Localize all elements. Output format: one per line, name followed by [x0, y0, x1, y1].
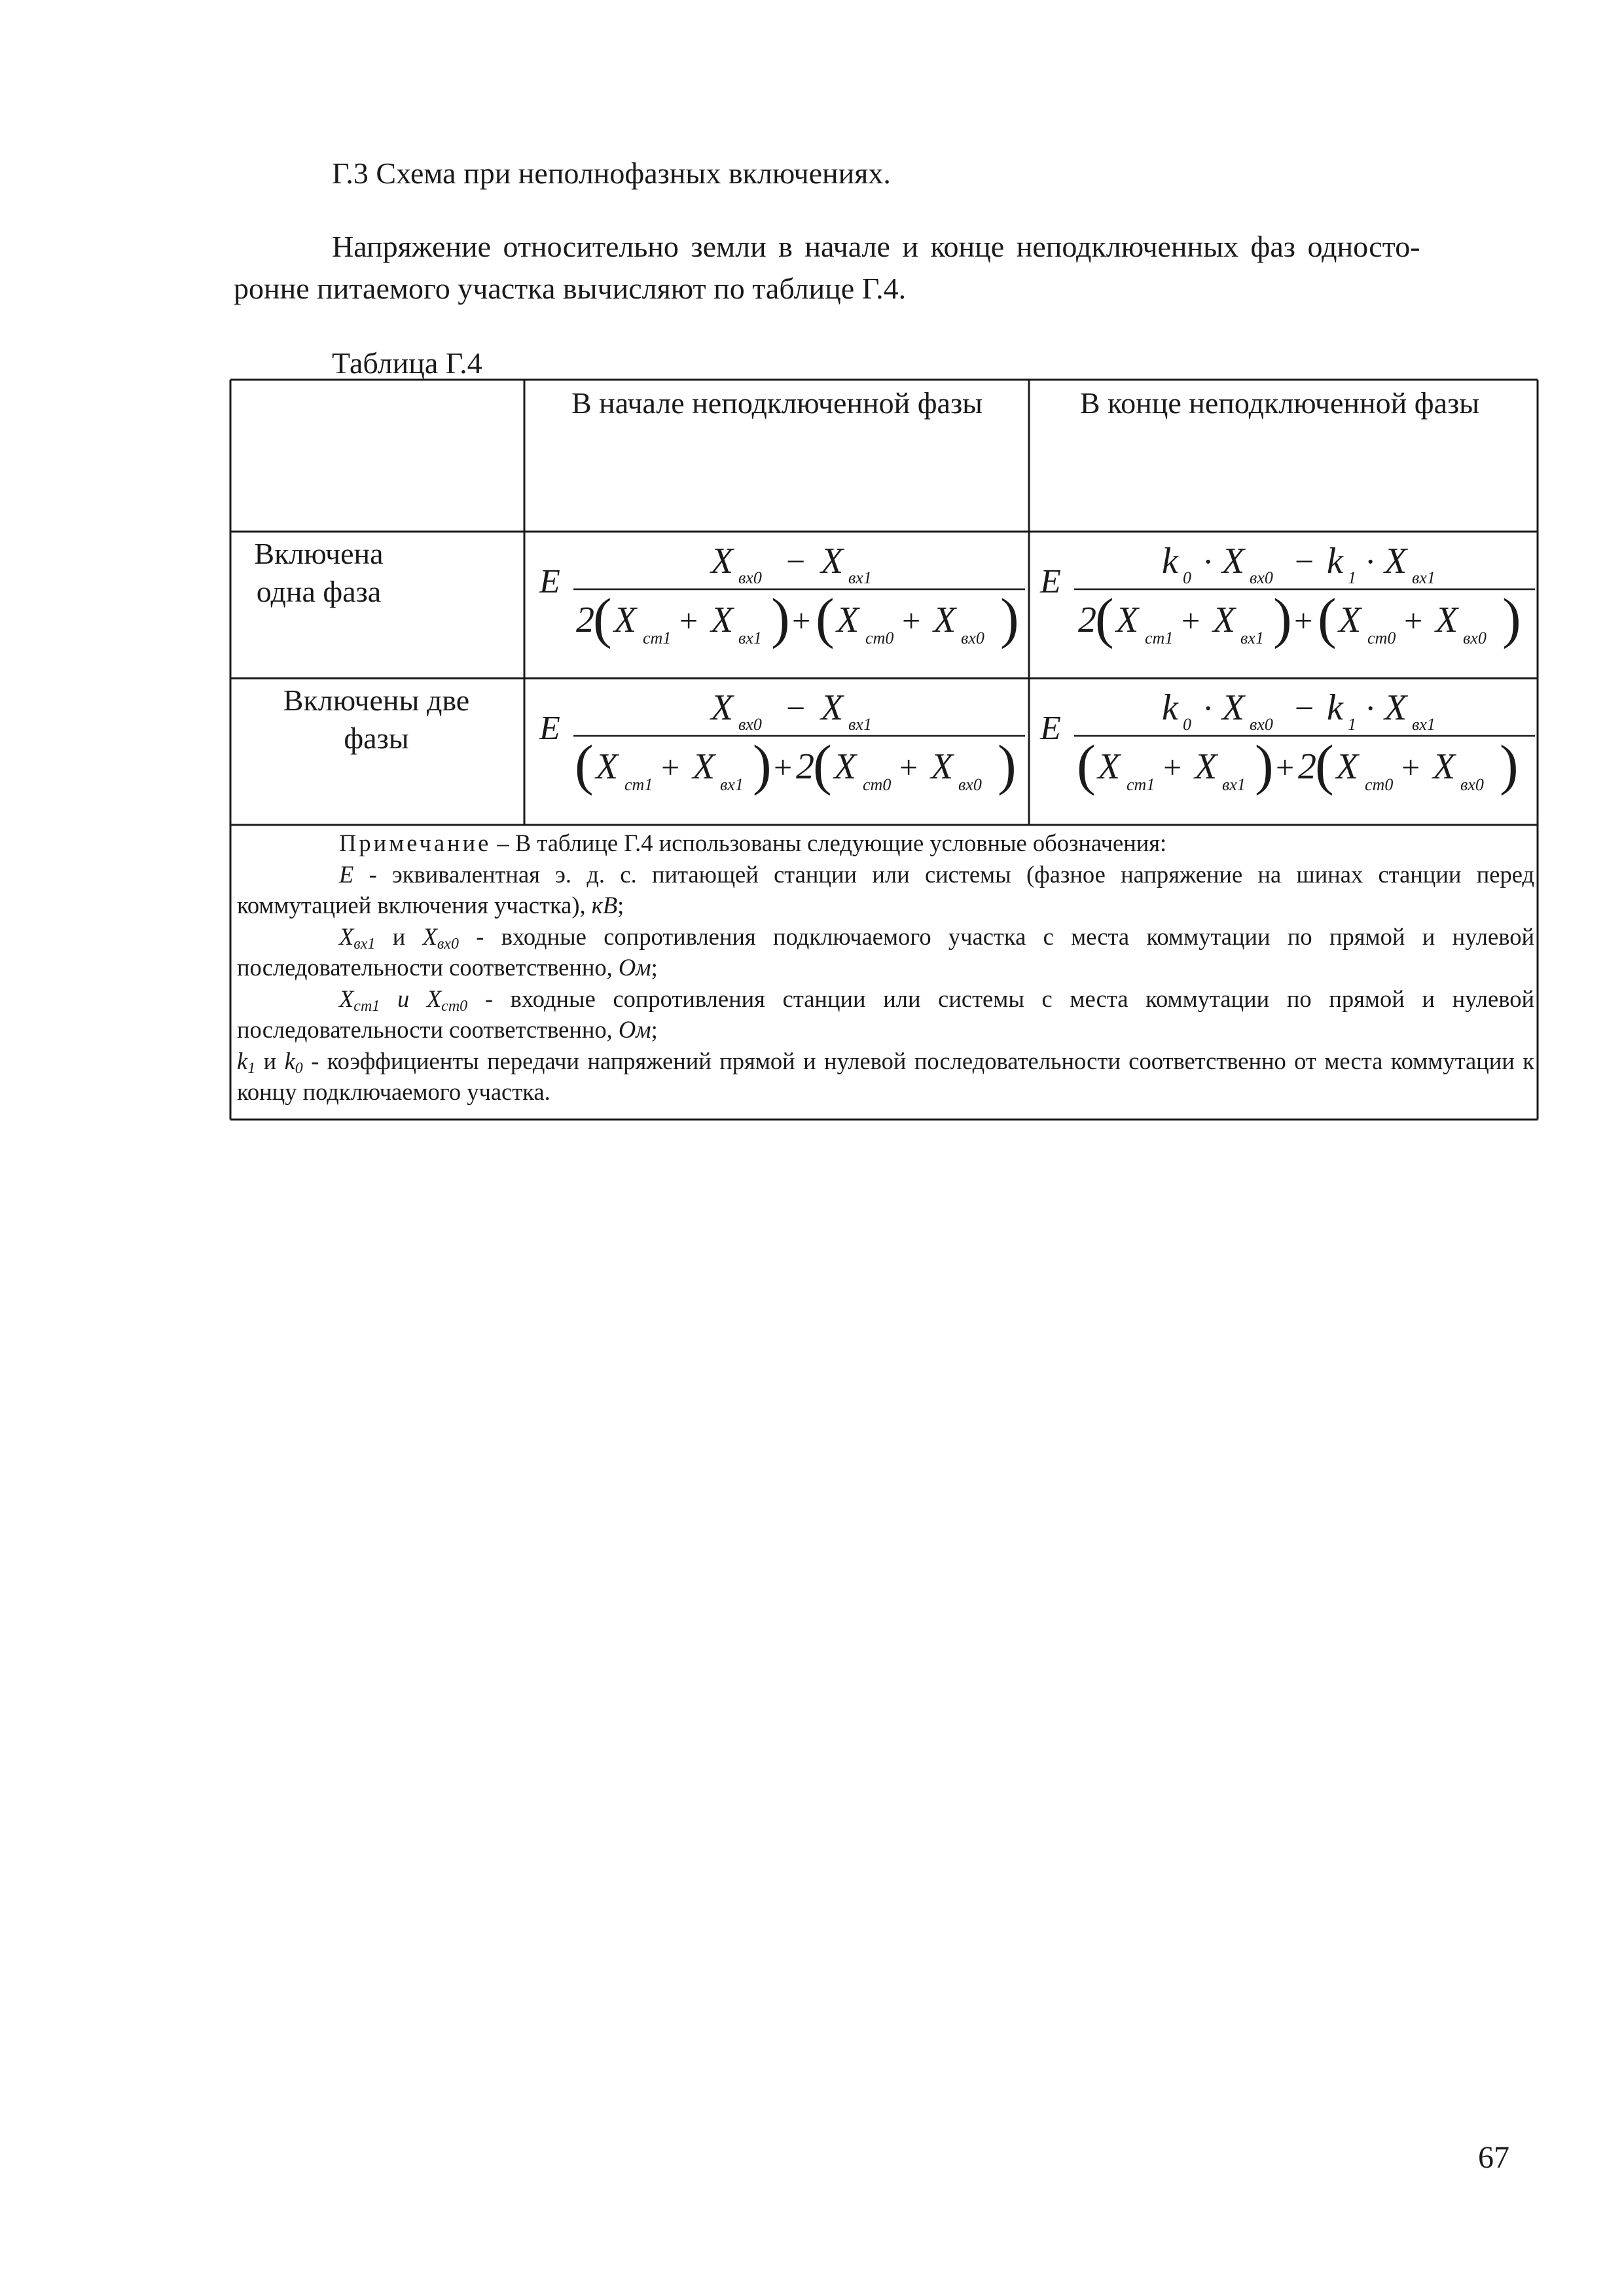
- svg-text:−: −: [1295, 690, 1314, 727]
- svg-text:ст1: ст1: [1145, 629, 1174, 647]
- symbol-e: E: [1040, 563, 1061, 600]
- svg-text:(: (: [575, 733, 594, 796]
- svg-text:k: k: [1162, 687, 1178, 728]
- paragraph-line-1: Напряжение относительно земли в начале и конце неподключенных фаз односто-: [332, 230, 1420, 263]
- svg-text:(: (: [1315, 733, 1334, 796]
- svg-text:+: +: [902, 602, 921, 639]
- svg-text:X: X: [1433, 746, 1456, 787]
- svg-text:+: +: [1294, 602, 1313, 639]
- svg-text:(: (: [593, 587, 612, 649]
- svg-text:X: X: [1339, 600, 1362, 640]
- svg-text:): ): [1273, 587, 1292, 649]
- row-label-one-phase: Включена одна фаза: [254, 537, 384, 608]
- svg-text:+: +: [679, 602, 698, 639]
- svg-text:X: X: [933, 600, 956, 640]
- svg-text:X: X: [931, 746, 954, 787]
- svg-text:): ): [771, 587, 790, 649]
- section-heading: Г.3 Схема при неполнофазных включениях.: [332, 156, 891, 190]
- svg-text:X: X: [834, 746, 857, 787]
- svg-text:2: 2: [1078, 600, 1096, 640]
- note-x-vh-definition: $X_{вх1}$ и $X_{вх0}$ - входные сопротивления подключаемого участка с места коммутации по прямой и нулевой последовательности соответственно, Ом;: [237, 922, 1534, 981]
- svg-text:(: (: [1077, 733, 1096, 796]
- svg-text:+: +: [1276, 749, 1295, 786]
- svg-text:ст0: ст0: [1365, 775, 1394, 794]
- svg-text:+: +: [1182, 602, 1200, 639]
- svg-text:вх0: вх0: [1250, 568, 1273, 587]
- svg-text:X: X: [711, 541, 734, 581]
- svg-text:+: +: [1404, 602, 1423, 639]
- svg-text:(: (: [816, 587, 835, 649]
- svg-text:+: +: [774, 749, 793, 786]
- svg-text:ст1: ст1: [643, 629, 672, 647]
- svg-text:X: X: [1336, 746, 1359, 787]
- svg-text:вх0: вх0: [1460, 775, 1484, 794]
- svg-text:вх0: вх0: [961, 629, 984, 647]
- svg-text:X: X: [821, 687, 844, 728]
- svg-text:−: −: [1295, 543, 1314, 581]
- svg-text:+: +: [899, 749, 918, 786]
- svg-text:X: X: [1195, 746, 1218, 787]
- paragraph-line-2: ронне питаемого участка вычисляют по таблице Г.4.: [234, 272, 907, 305]
- note-x-st-definition: $X_{ст1}$ и $X_{ст0}$ - входные сопротивления станции или системы с места коммутации по прямой и нулевой последовательности соответственно, Ом;: [237, 985, 1534, 1043]
- svg-text:X: X: [711, 600, 734, 640]
- svg-text:вх0: вх0: [958, 775, 982, 794]
- svg-text:X: X: [1098, 746, 1121, 787]
- note-intro: Примечание – В таблице Г.4 использованы следующие условные обозначения:: [339, 829, 1167, 856]
- svg-text:0: 0: [1183, 715, 1191, 734]
- svg-text:вх1: вх1: [848, 715, 872, 734]
- svg-text:0: 0: [1183, 568, 1191, 587]
- symbol-e: E: [539, 710, 560, 747]
- svg-text:(: (: [813, 733, 832, 796]
- svg-text:X: X: [1435, 600, 1458, 640]
- svg-text:ст0: ст0: [1367, 629, 1396, 647]
- table-caption: Таблица Г.4: [332, 346, 482, 380]
- svg-text:k: k: [1327, 541, 1343, 581]
- svg-text:X: X: [1213, 600, 1236, 640]
- svg-text:k: k: [1327, 687, 1343, 728]
- svg-text:вх0: вх0: [738, 568, 762, 587]
- page-number: 67: [1478, 2140, 1509, 2175]
- svg-text:): ): [1000, 587, 1019, 649]
- svg-text:(: (: [1095, 587, 1114, 649]
- svg-text:вх1: вх1: [1240, 629, 1264, 647]
- svg-text:вх0: вх0: [1250, 715, 1273, 734]
- svg-text:X: X: [1384, 541, 1407, 581]
- note-k-definition: $k_1$ и $k_0$ - коэффициенты передачи напряжений прямой и нулевой последовательности соответственно от места коммутации к концу подключаемого участка.: [237, 1047, 1534, 1105]
- svg-text:·: ·: [1202, 690, 1214, 727]
- svg-text:2: 2: [1298, 746, 1316, 787]
- row-label-two-phases: Включены две фазы: [283, 683, 470, 755]
- svg-text:X: X: [821, 541, 844, 581]
- svg-text:): ): [753, 733, 772, 796]
- svg-text:1: 1: [1348, 568, 1356, 587]
- svg-text:ст1: ст1: [1127, 775, 1155, 794]
- svg-text:(: (: [1318, 587, 1337, 649]
- svg-text:ст1: ст1: [624, 775, 653, 794]
- svg-text:X: X: [1384, 687, 1407, 728]
- svg-text:−: −: [786, 543, 806, 581]
- header-col-end: В конце неподключенной фазы: [1079, 386, 1480, 420]
- svg-text:X: X: [1222, 687, 1245, 728]
- svg-text:вх1: вх1: [848, 568, 872, 587]
- svg-text:вх0: вх0: [738, 715, 762, 734]
- svg-text:2: 2: [796, 746, 814, 787]
- svg-text:вх1: вх1: [1412, 715, 1435, 734]
- svg-text:1: 1: [1348, 715, 1356, 734]
- svg-text:−: −: [786, 690, 806, 727]
- svg-text:X: X: [1116, 600, 1139, 640]
- svg-text:+: +: [661, 749, 680, 786]
- symbol-e: E: [1040, 710, 1061, 747]
- svg-text:2: 2: [576, 600, 594, 640]
- svg-text:X: X: [693, 746, 715, 787]
- svg-text:X: X: [596, 746, 619, 787]
- svg-text:): ): [1500, 733, 1519, 796]
- svg-text:X: X: [614, 600, 637, 640]
- svg-text:+: +: [1401, 749, 1420, 786]
- svg-text:X: X: [711, 687, 734, 728]
- svg-text:вх1: вх1: [1222, 775, 1246, 794]
- formula-two-phases-start: [528, 680, 1028, 823]
- svg-text:X: X: [837, 600, 859, 640]
- svg-text:): ): [1255, 733, 1274, 796]
- note-title: Примечание: [339, 829, 492, 856]
- svg-text:+: +: [792, 602, 811, 639]
- formula-two-phases-end: [1031, 680, 1536, 823]
- formula-one-phase-start: [528, 534, 1028, 676]
- svg-text:ст0: ст0: [865, 629, 894, 647]
- svg-text:ст0: ст0: [863, 775, 892, 794]
- table-note: [237, 828, 1534, 1108]
- symbol-e: E: [539, 563, 560, 600]
- header-col-start: В начале неподключенной фазы: [571, 386, 983, 420]
- svg-text:·: ·: [1365, 690, 1377, 727]
- svg-text:вх1: вх1: [738, 629, 762, 647]
- svg-text:): ): [1502, 587, 1521, 649]
- formula-one-phase-end: [1031, 534, 1536, 676]
- svg-text:·: ·: [1365, 543, 1377, 581]
- svg-text:+: +: [1163, 749, 1182, 786]
- svg-text:): ): [998, 733, 1017, 796]
- svg-text:вх1: вх1: [1412, 568, 1435, 587]
- svg-text:·: ·: [1202, 543, 1214, 581]
- svg-text:k: k: [1162, 541, 1178, 581]
- svg-text:вх1: вх1: [720, 775, 744, 794]
- note-e-definition: E - эквивалентная э. д. с. питающей станции или системы (фазное напряжение на шинах станции перед коммутацией включения участка), кВ;: [237, 860, 1534, 919]
- svg-text:вх0: вх0: [1463, 629, 1487, 647]
- svg-text:X: X: [1222, 541, 1245, 581]
